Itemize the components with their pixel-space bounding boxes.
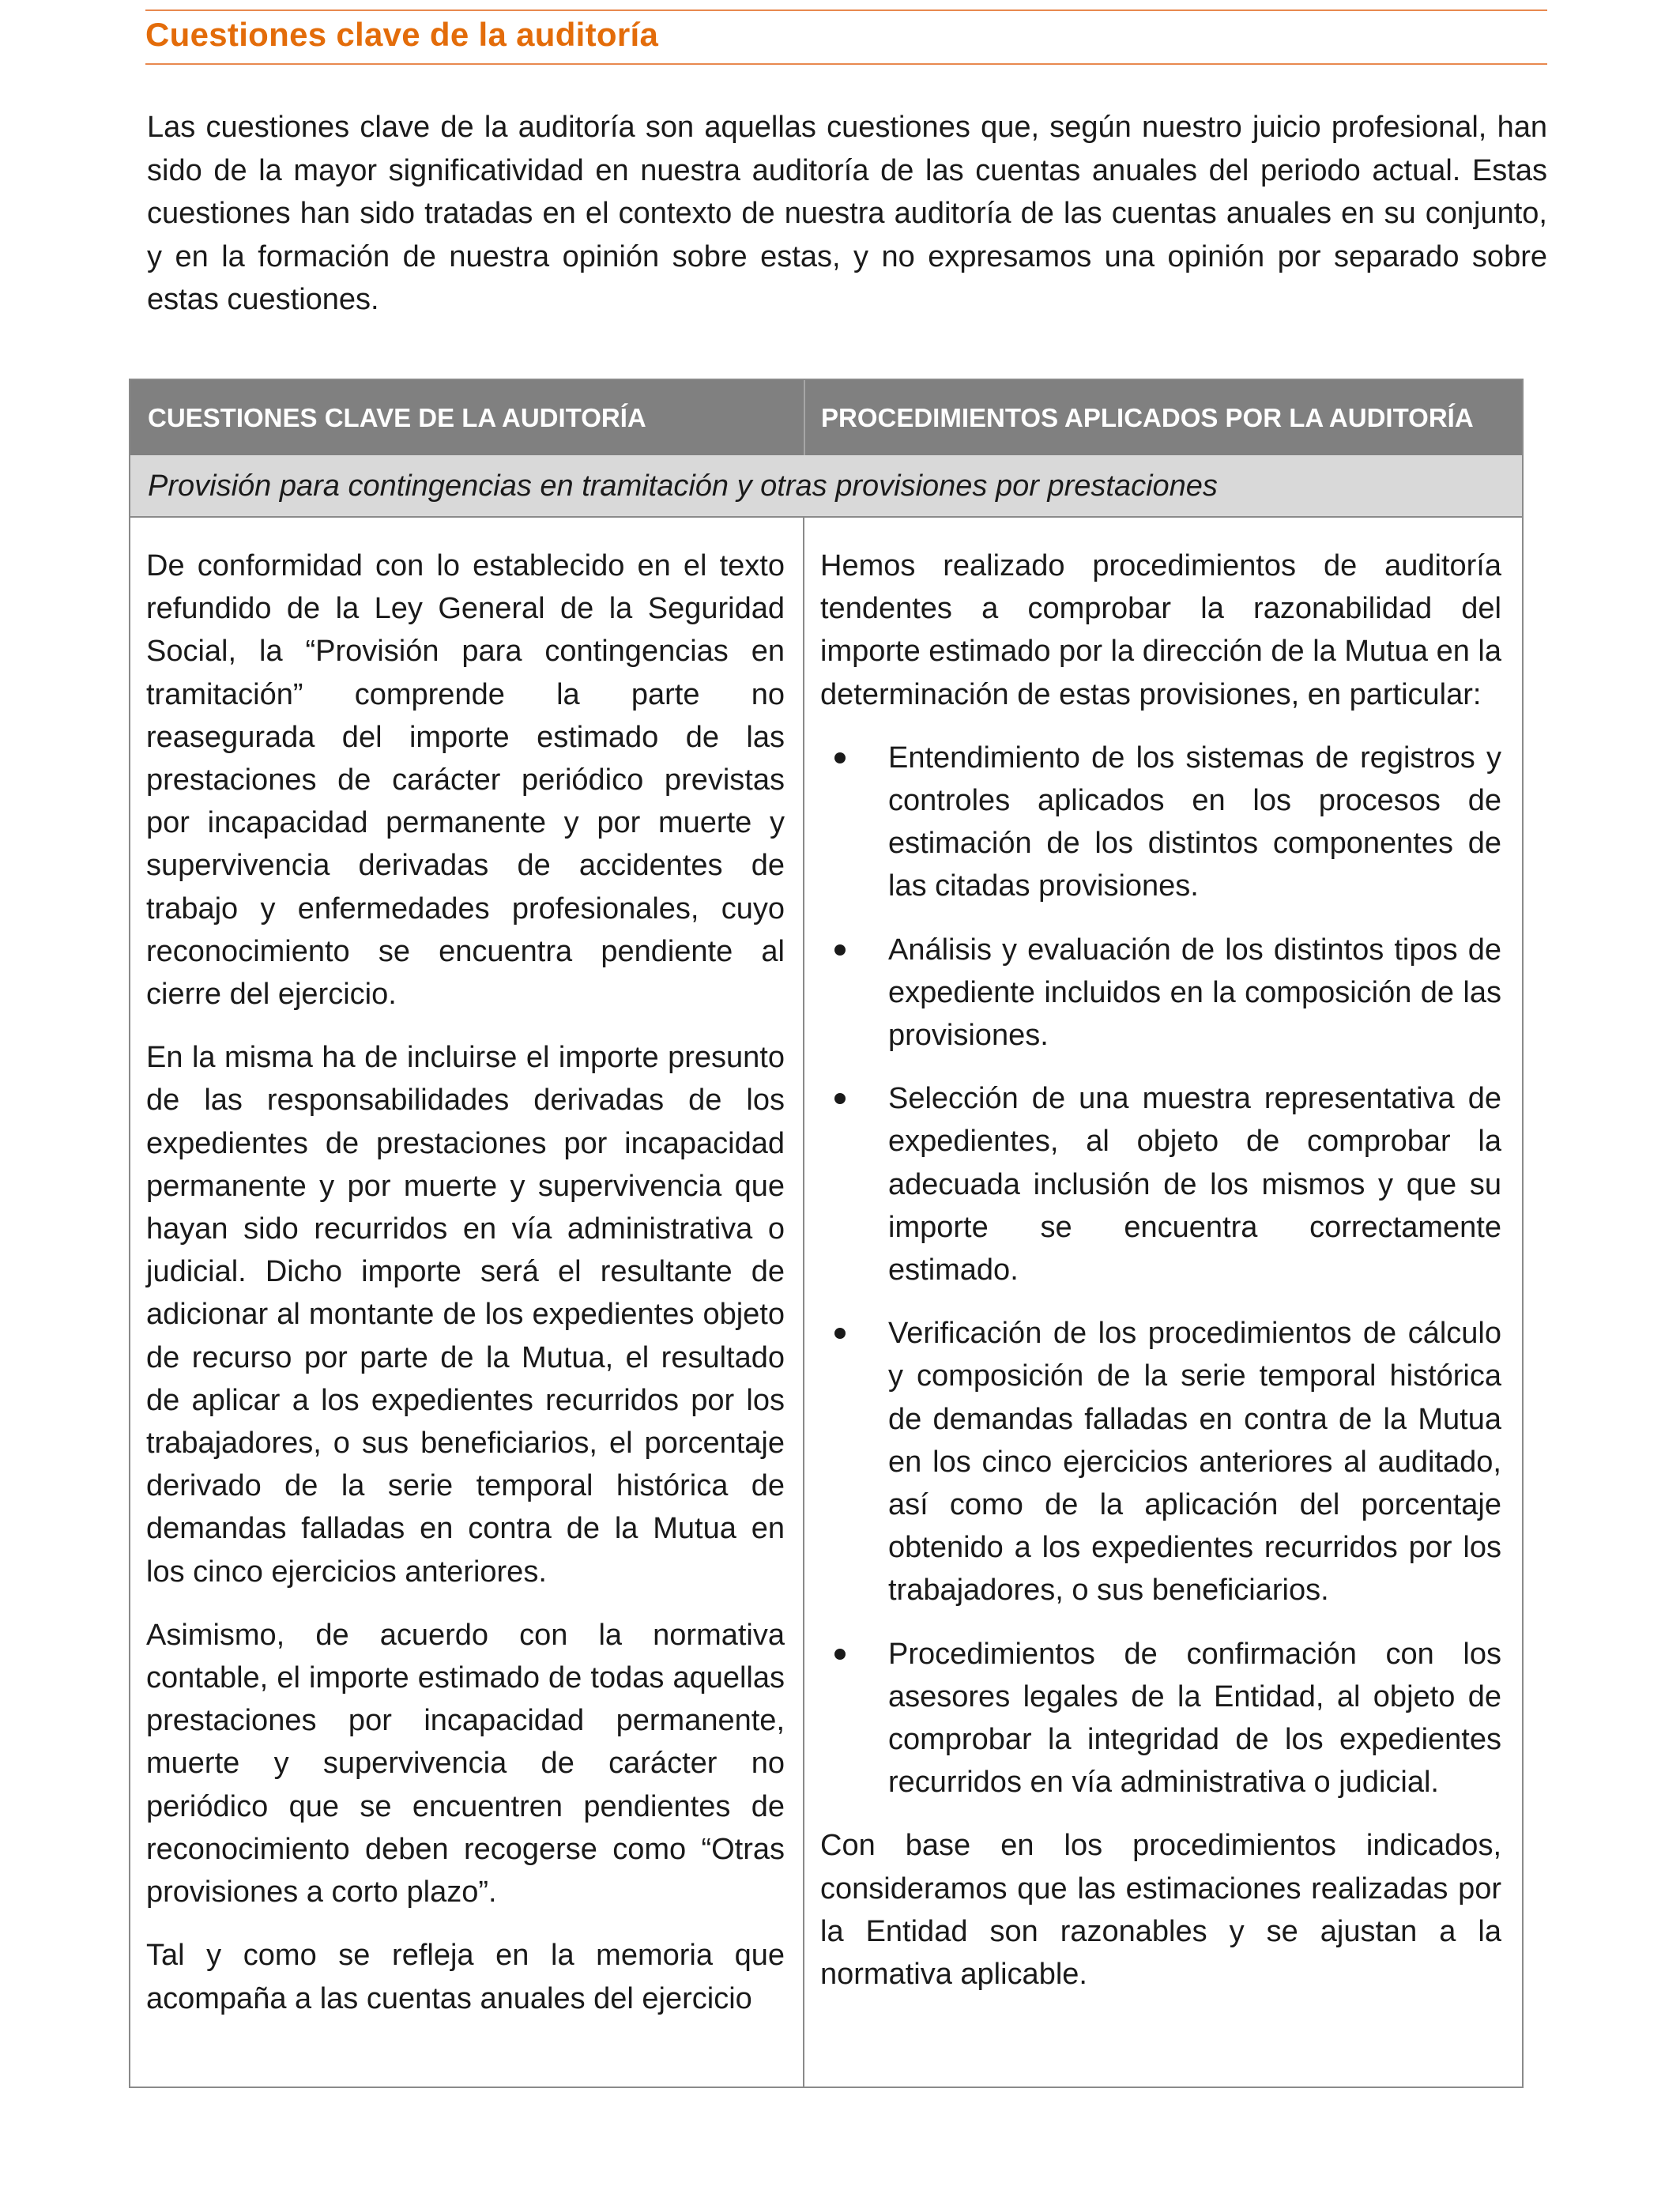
list-item — [820, 737, 1501, 908]
bullet-icon — [834, 1328, 846, 1339]
intro-paragraph: Las cuestiones clave de la auditoría son aquellas cuestiones que, según nuestro juicio profesional, han sido de la mayor significatividad en nuestra auditoría de las cuentas anuales del periodo actual. Estas cuestiones han sido tratadas en el contexto de nuestra auditoría de las cuentas anuales en su conjunto, y en la formación de nuestra opinión sobre estas, y no expresamos una opinión por separado sobre estas cuestiones. — [147, 111, 1547, 316]
column-divider — [803, 518, 804, 2087]
list-item — [820, 1312, 1501, 1612]
audit-table — [129, 379, 1524, 2088]
header-divider — [804, 380, 805, 455]
title-bottom-rule — [145, 63, 1547, 65]
procedures-conclusion: Con base en los procedimientos indicados, consideramos que las estimaciones realizadas por la Entidad son razonables y se ajustan a la normativa aplicable. — [820, 1829, 1501, 1992]
subheader-text: Provisión para contingencias en tramitación y otras provisiones por prestaciones — [148, 469, 1218, 503]
key-matter-paragraph: De conformidad con lo establecido en el texto refundido de la Ley General de la Seguridad Social, la “Provisión para contingencias en tramitación” comprende la parte no reasegurada del importe estimado de las prestaciones de carácter periódico previstas por incapacidad permanente y por muerte y supervivencia derivadas de accidentes de trabajo y enfermedades profesionales, cuyo reconocimiento se encuentra pendiente al cierre del ejercicio. — [146, 549, 785, 1012]
key-matter-paragraph: Tal y como se refleja en la memoria que acompaña a las cuentas anuales del ejercicio — [146, 1939, 785, 2015]
title-top-rule — [145, 9, 1547, 11]
header-procedures: PROCEDIMIENTOS APLICADOS POR LA AUDITORÍA — [821, 403, 1474, 432]
list-item-text: Procedimientos de confirmación con los asesores legales de la Entidad, al objeto de comprobar la integridad de los expedientes recurridos en vía administrativa o judicial. — [888, 1637, 1501, 1800]
key-matter-paragraph: Asimismo, de acuerdo con la normativa contable, el importe estimado de todas aquellas prestaciones por incapacidad permanente, muerte y supervivencia de carácter no periódico que se encuentren pendientes de reconocimiento deben recogerse como “Otras provisiones a corto plazo”. — [146, 1618, 785, 1909]
key-matters-column — [146, 545, 785, 2041]
table-subheader-row — [130, 455, 1522, 518]
table-header-row — [130, 380, 1522, 455]
key-matter-paragraph: En la misma ha de incluirse el importe presunto de las responsabilidades derivadas de los expedientes de prestaciones por incapacidad permanente y por muerte y supervivencia que hayan sido recurridos en vía administrativa o judicial. Dicho importe será el resultante de adicionar al montante de los expedientes objeto de recurso por parte de la Mutua, el resultado de aplicar a los expedientes recurridos por los trabajadores, o sus beneficiarios, el porcentaje derivado de la serie temporal histórica de demandas falladas en contra de la Mutua en los cinco ejercicios anteriores. — [146, 1041, 785, 1589]
list-item — [820, 929, 1501, 1057]
bullet-icon — [834, 1649, 846, 1660]
header-key-matters: CUESTIONES CLAVE DE LA AUDITORÍA — [148, 403, 646, 432]
procedures-list — [820, 737, 1501, 1804]
list-item-text: Verificación de los procedimientos de cálculo y composición de la serie temporal histórica de demandas falladas en contra de la Mutua en los cinco ejercicios anteriores al auditado, así como de la aplicación del porcentaje obtenido a los expedientes recurridos por los trabajadores, o sus beneficiarios. — [888, 1317, 1501, 1608]
list-item-text: Entendimiento de los sistemas de registros y controles aplicados en los procesos de estimación de los distintos componentes de las citadas provisiones. — [888, 741, 1501, 903]
list-item-text: Selección de una muestra representativa de expedientes, al objeto de comprobar la adecuada inclusión de los mismos y que su importe se encuentra correctamente estimado. — [888, 1082, 1501, 1287]
bullet-icon — [834, 1093, 846, 1104]
list-item — [820, 1077, 1501, 1291]
list-item — [820, 1633, 1501, 1804]
section-title: Cuestiones clave de la auditoría — [145, 16, 659, 53]
procedures-intro: Hemos realizado procedimientos de auditoría tendentes a comprobar la razonabilidad del importe estimado por la dirección de la Mutua en la determinación de estas provisiones, en particular: — [820, 549, 1501, 711]
procedures-column — [820, 545, 1501, 2016]
bullet-icon — [834, 752, 846, 763]
list-item-text: Análisis y evaluación de los distintos tipos de expediente incluidos en la composición de las provisiones. — [888, 933, 1501, 1053]
bullet-icon — [834, 944, 846, 956]
